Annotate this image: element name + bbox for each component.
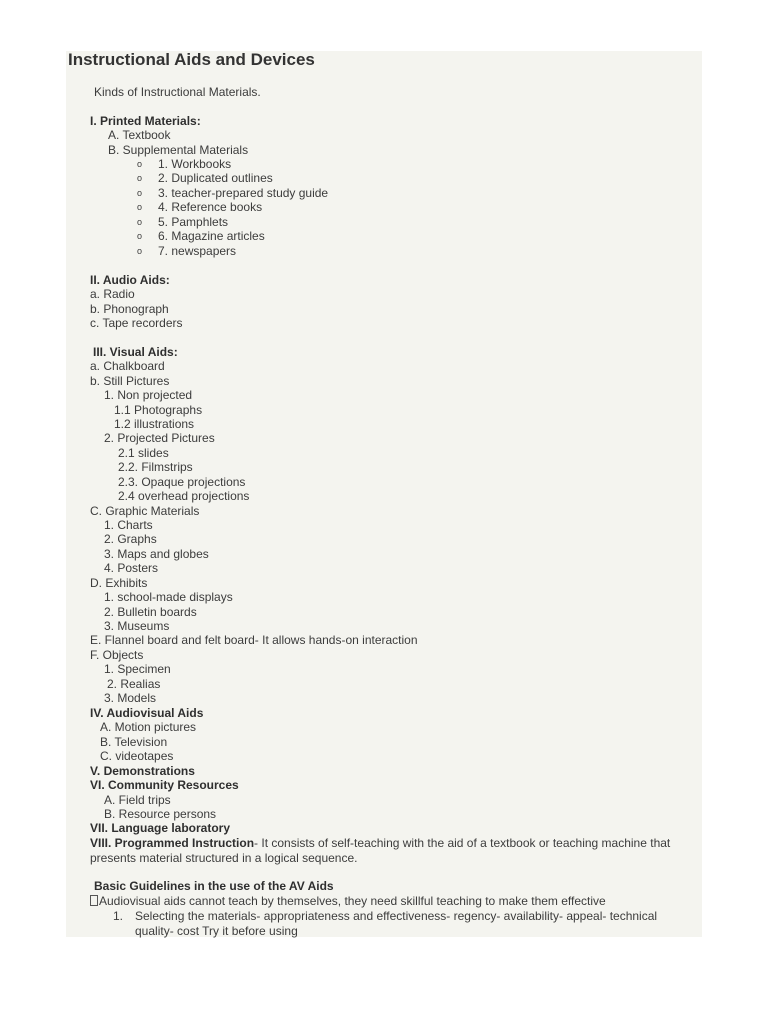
visual-heading: III. Visual Aids: xyxy=(93,345,178,359)
audio-item: b. Phonograph xyxy=(90,302,169,316)
guideline-item-number: 1. xyxy=(113,909,124,923)
graphic-item: 1. Charts xyxy=(104,518,153,532)
programmed-instruction-text: - It consists of self-teaching with the aid of a textbook or teaching machine that presents material structured in a logical sequence. xyxy=(90,836,671,865)
visual-subitem: 1. Non projected xyxy=(104,388,193,402)
visual-item-still-pictures: b. Still Pictures xyxy=(90,374,170,388)
audiovisual-item: A. Motion pictures xyxy=(100,720,197,734)
object-item: 3. Models xyxy=(104,691,157,705)
demonstrations-heading: V. Demonstrations xyxy=(90,764,195,778)
exhibit-item: 3. Museums xyxy=(104,619,170,633)
guidelines-intro-text: Audiovisual aids cannot teach by themselves, they need skillful teaching to make them effective xyxy=(99,894,606,908)
visual-item-objects: F. Objects xyxy=(90,648,144,662)
programmed-instruction-label: VIII. Programmed Instruction xyxy=(90,836,255,850)
supplemental-item: 7. newspapers xyxy=(158,244,237,258)
visual-subitem: 1.1 Photographs xyxy=(114,403,203,417)
exhibit-item: 2. Bulletin boards xyxy=(104,605,197,619)
object-item: 2. Realias xyxy=(107,677,161,691)
supplemental-item: 2. Duplicated outlines xyxy=(158,171,273,185)
guideline-item-text: Selecting the materials- appropriateness and effectiveness- regency- availability- appeal- technical quality- cost Try it before using xyxy=(135,909,658,938)
supplemental-item: 4. Reference books xyxy=(158,200,263,214)
printed-heading: I. Printed Materials: xyxy=(90,114,201,128)
visual-subitem: 2.3. Opaque projections xyxy=(118,475,246,489)
visual-item-flannel-board: E. Flannel board and felt board- It allows hands-on interaction xyxy=(90,633,418,647)
audio-item: c. Tape recorders xyxy=(90,316,183,330)
bullet-icon: o xyxy=(137,188,143,198)
subtitle: Kinds of Instructional Materials. xyxy=(94,85,261,99)
missing-glyph-icon xyxy=(90,895,98,906)
community-item: A. Field trips xyxy=(104,793,171,807)
bullet-icon: o xyxy=(137,231,143,241)
graphic-item: 2. Graphs xyxy=(104,532,157,546)
visual-item-graphic: C. Graphic Materials xyxy=(90,504,200,518)
visual-subitem: 2. Projected Pictures xyxy=(104,431,215,445)
printed-item-textbook: A. Textbook xyxy=(108,128,171,142)
audiovisual-heading: IV. Audiovisual Aids xyxy=(90,706,204,720)
graphic-item: 4. Posters xyxy=(104,561,159,575)
supplemental-item: 5. Pamphlets xyxy=(158,215,229,229)
visual-subitem: 2.4 overhead projections xyxy=(118,489,250,503)
audio-heading: II. Audio Aids: xyxy=(90,273,170,287)
supplemental-item: 3. teacher-prepared study guide xyxy=(158,186,329,200)
community-heading: VI. Community Resources xyxy=(90,778,239,792)
programmed-instruction-paragraph xyxy=(90,836,700,865)
language-lab-heading: VII. Language laboratory xyxy=(90,821,231,835)
guidelines-heading: Basic Guidelines in the use of the AV Aids xyxy=(94,879,334,893)
visual-subitem: 2.2. Filmstrips xyxy=(118,460,193,474)
audio-item: a. Radio xyxy=(90,287,135,301)
bullet-icon: o xyxy=(137,217,143,227)
community-item: B. Resource persons xyxy=(104,807,217,821)
supplemental-item: 1. Workbooks xyxy=(158,157,232,171)
bullet-icon: o xyxy=(137,202,143,212)
visual-subitem: 1.2 illustrations xyxy=(114,417,195,431)
supplemental-item: 6. Magazine articles xyxy=(158,229,265,243)
audiovisual-item: C. videotapes xyxy=(100,749,174,763)
visual-item-chalkboard: a. Chalkboard xyxy=(90,359,165,373)
page-title: Instructional Aids and Devices xyxy=(68,50,315,69)
audiovisual-item: B. Television xyxy=(100,735,168,749)
graphic-item: 3. Maps and globes xyxy=(104,547,209,561)
visual-item-exhibits: D. Exhibits xyxy=(90,576,148,590)
bullet-icon: o xyxy=(137,173,143,183)
visual-subitem: 2.1 slides xyxy=(118,446,169,460)
object-item: 1. Specimen xyxy=(104,662,171,676)
exhibit-item: 1. school-made displays xyxy=(104,590,233,604)
printed-item-supplemental: B. Supplemental Materials xyxy=(108,143,249,157)
guidelines-intro xyxy=(90,894,606,909)
bullet-icon: o xyxy=(137,246,143,256)
bullet-icon: o xyxy=(137,159,143,169)
